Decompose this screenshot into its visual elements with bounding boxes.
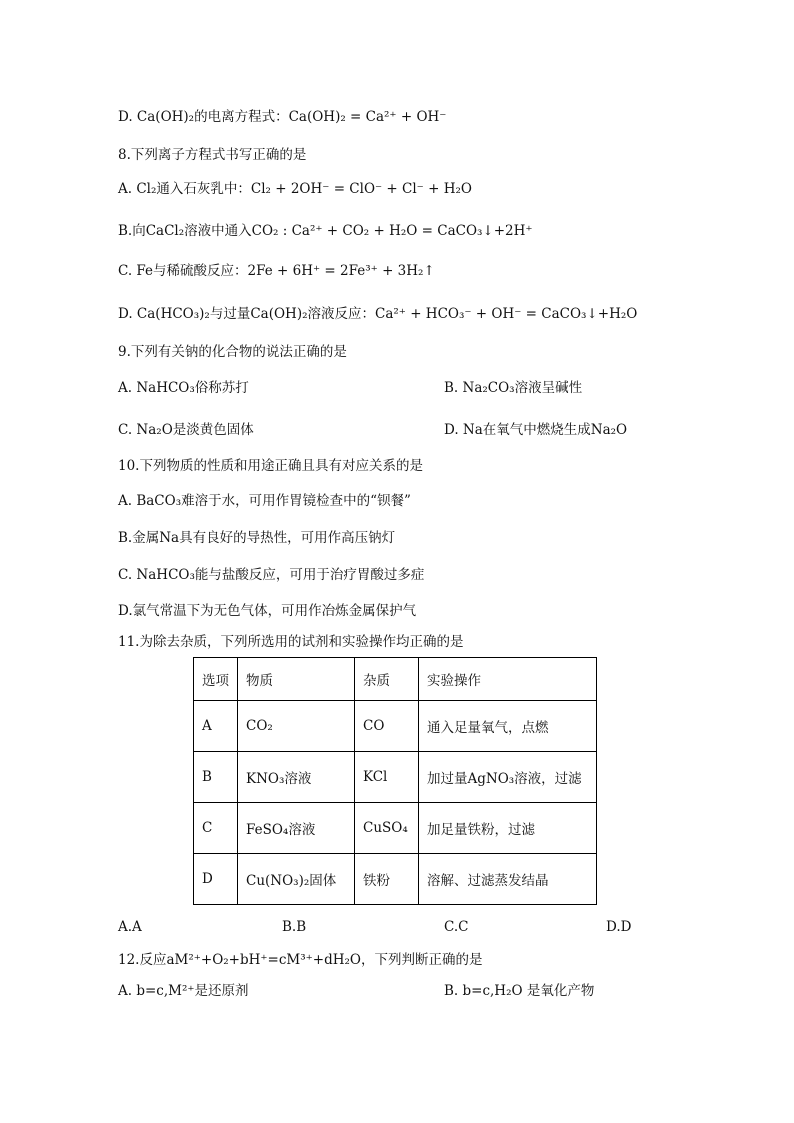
table-cell: CO — [355, 701, 419, 752]
question-10-option-d: D.氯气常温下为无色气体，可用作冶炼金属保护气 — [118, 603, 417, 619]
question-12-stem: 12.反应aM²⁺+O₂+bH⁺=cM³⁺+dH₂O，下列判断正确的是 — [118, 952, 483, 968]
table-header-cell: 物质 — [238, 658, 355, 701]
question-12-option-b: B. b=c,H₂O 是氧化产物 — [444, 983, 595, 999]
table-cell: B — [194, 752, 238, 803]
table-header-cell: 杂质 — [355, 658, 419, 701]
table-cell: KCl — [355, 752, 419, 803]
table-cell: CuSO₄ — [355, 803, 419, 854]
table-cell: C — [194, 803, 238, 854]
question-9-option-c: C. Na₂O是淡黄色固体 — [118, 422, 254, 438]
line-q7-d: D. Ca(OH)₂的电离方程式：Ca(OH)₂ = Ca²⁺ + OH⁻ — [118, 109, 447, 125]
table-header-cell: 选项 — [194, 658, 238, 701]
table-cell: 通入足量氧气，点燃 — [419, 701, 597, 752]
table-row — [194, 752, 597, 803]
table-cell: 加足量铁粉，过滤 — [419, 803, 597, 854]
question-9-stem: 9.下列有关钠的化合物的说法正确的是 — [118, 344, 347, 360]
question-10-option-b: B.金属Na具有良好的导热性，可用作高压钠灯 — [118, 530, 396, 546]
table-header-cell: 实验操作 — [419, 658, 597, 701]
table-cell: Cu(NO₃)₂固体 — [238, 854, 355, 905]
table-header-row — [194, 658, 597, 701]
table-cell: 铁粉 — [355, 854, 419, 905]
table-cell: FeSO₄溶液 — [238, 803, 355, 854]
question-11-table — [193, 657, 597, 905]
question-10-option-c: C. NaHCO₃能与盐酸反应，可用于治疗胃酸过多症 — [118, 567, 425, 583]
table-cell: CO₂ — [238, 701, 355, 752]
table-row — [194, 854, 597, 905]
question-9-option-b: B. Na₂CO₃溶液呈碱性 — [444, 380, 583, 396]
table-cell: KNO₃溶液 — [238, 752, 355, 803]
question-11-answer-c: C.C — [444, 919, 469, 935]
table-row — [194, 803, 597, 854]
question-8-stem: 8.下列离子方程式书写正确的是 — [118, 147, 307, 163]
question-11-answer-a: A.A — [118, 919, 142, 935]
question-8-option-a: A. Cl₂通入石灰乳中：Cl₂ + 2OH⁻ = ClO⁻ + Cl⁻ + H₂O — [118, 181, 472, 197]
question-9-option-a: A. NaHCO₃俗称苏打 — [118, 380, 249, 396]
table-row — [194, 701, 597, 752]
question-11-answer-d: D.D — [606, 919, 632, 935]
question-11-answer-b: B.B — [282, 919, 307, 935]
table-cell: D — [194, 854, 238, 905]
question-11-stem: 11.为除去杂质，下列所选用的试剂和实验操作均正确的是 — [118, 634, 464, 650]
question-12-option-a: A. b=c,M²⁺是还原剂 — [118, 983, 249, 999]
question-9-option-d: D. Na在氧气中燃烧生成Na₂O — [444, 422, 628, 438]
question-8-option-d: D. Ca(HCO₃)₂与过量Ca(OH)₂溶液反应：Ca²⁺ + HCO₃⁻ + OH⁻ = CaCO₃↓+H₂O — [118, 306, 638, 322]
question-8-option-b: B.向CaCl₂溶液中通入CO₂ : Ca²⁺ + CO₂ + H₂O = CaCO₃↓+2H⁺ — [118, 223, 533, 239]
question-8-option-c: C. Fe与稀硫酸反应：2Fe + 6H⁺ = 2Fe³⁺ + 3H₂↑ — [118, 263, 435, 279]
table-cell: 溶解、过滤蒸发结晶 — [419, 854, 597, 905]
table-cell: 加过量AgNO₃溶液，过滤 — [419, 752, 597, 803]
question-10-stem: 10.下列物质的性质和用途正确且具有对应关系的是 — [118, 458, 423, 474]
question-10-option-a: A. BaCO₃难溶于水，可用作胃镜检查中的“钡餐” — [118, 493, 411, 509]
table-cell: A — [194, 701, 238, 752]
